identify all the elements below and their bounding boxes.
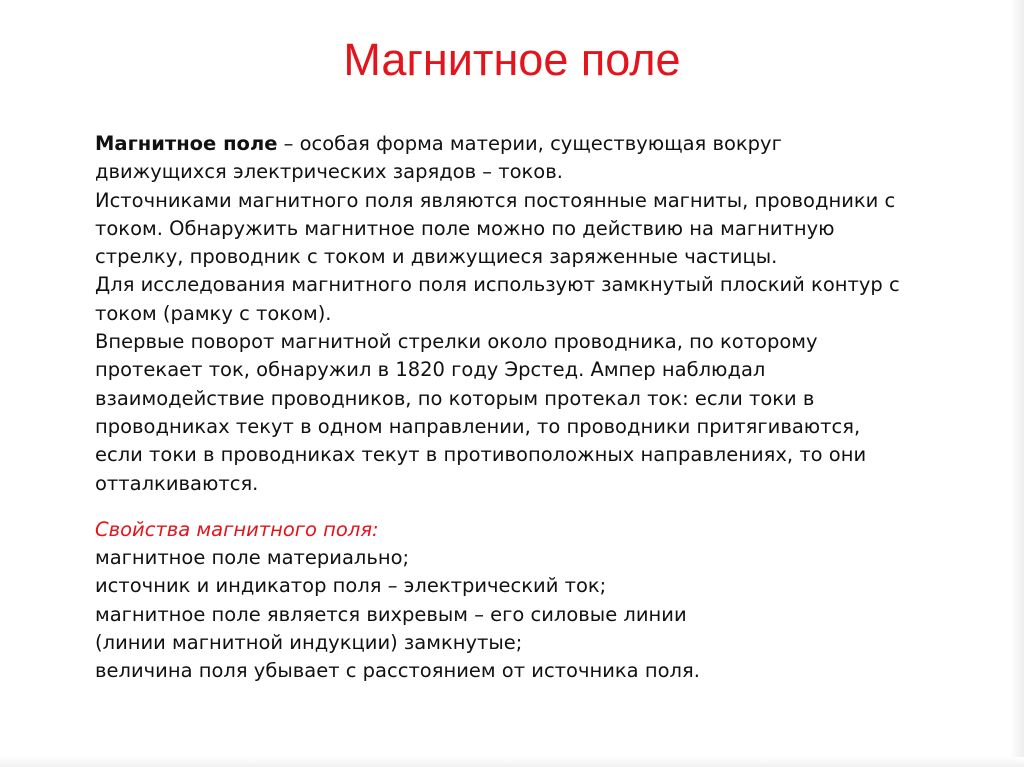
paragraph-line: током (рамку с током).	[95, 301, 332, 325]
paragraph-line: протекает ток, обнаружил в 1820 году Эрстед. Ампер наблюдал	[95, 358, 766, 382]
definition-text: – особая форма материи, существующая вокруг	[277, 132, 782, 155]
property-item: магнитное поле является вихревым – его силовые линии	[95, 602, 687, 626]
paragraph-line: Впервые поворот магнитной стрелки около проводника, по которому	[95, 330, 818, 354]
slide-edge-shadow-bottom	[0, 757, 1024, 767]
slide-title: Магнитное поле	[343, 34, 681, 85]
property-item: (линии магнитной индукции) замкнутые;	[95, 631, 523, 655]
property-item: величина поля убывает с расстоянием от источника поля.	[95, 659, 700, 683]
property-item: источник и индикатор поля – электрический ток;	[95, 574, 607, 598]
paragraph-line: взаимодействие проводников, по которым протекал ток: если токи в	[95, 386, 815, 410]
paragraph-line: Источниками магнитного поля являются постоянные магниты, проводники с	[95, 188, 896, 212]
definition-line-2: движущихся электрических зарядов – токов.	[95, 160, 563, 184]
properties-heading: Свойства магнитного поля:	[95, 517, 379, 541]
properties-section	[95, 516, 925, 686]
property-item: магнитное поле материально;	[95, 546, 410, 570]
slide-body	[95, 130, 925, 686]
definition-line-1	[95, 130, 925, 158]
slide-edge-shadow-right	[1010, 0, 1024, 767]
paragraph-line: током. Обнаружить магнитное поле можно по действию на магнитную	[95, 216, 835, 240]
definition-term: Магнитное поле	[95, 132, 278, 155]
paragraph-line: стрелку, проводник с током и движущиеся заряженные частицы.	[95, 245, 778, 269]
paragraph-line: Для исследования магнитного поля используют замкнутый плоский контур с	[95, 273, 900, 297]
paragraph-line: если токи в проводниках текут в противоположных направлениях, то они	[95, 443, 867, 467]
paragraph-line: проводниках текут в одном направлении, то проводники притягиваются,	[95, 414, 861, 438]
paragraph-line: отталкиваются.	[95, 471, 259, 495]
